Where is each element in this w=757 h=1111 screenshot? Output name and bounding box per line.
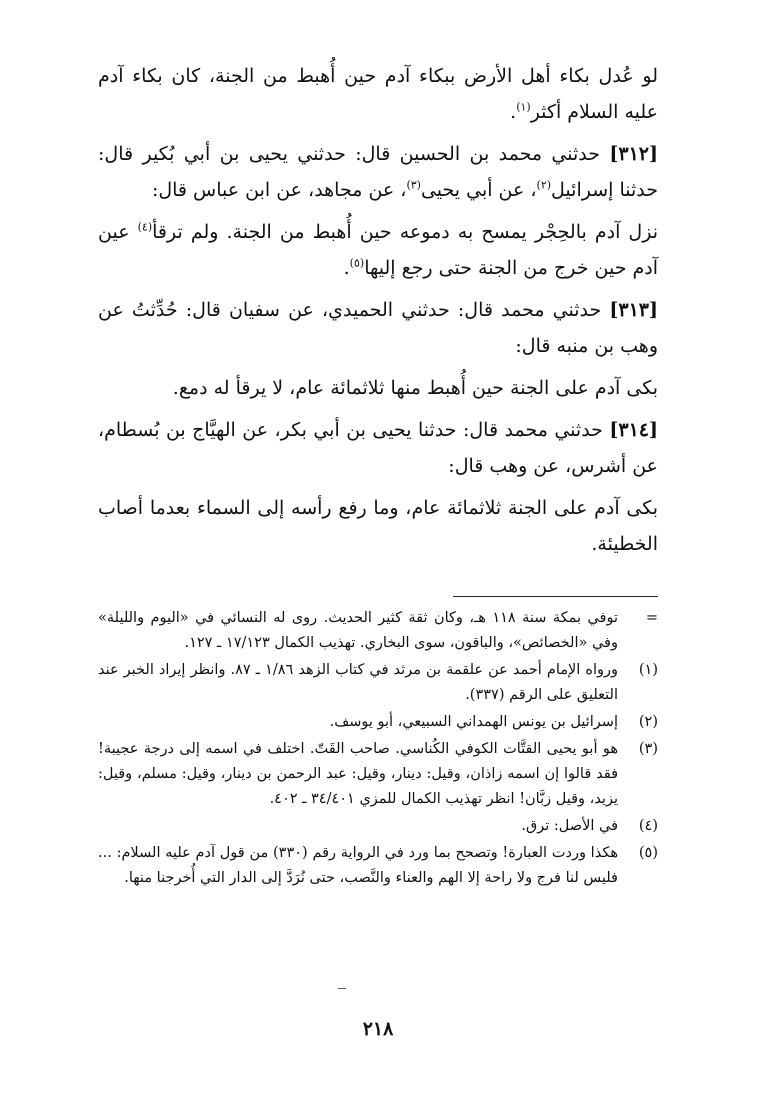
page-number: ٢١٨ <box>362 1018 394 1040</box>
footnote-mark: (٥) <box>638 845 658 861</box>
footnote-mark: (٢) <box>638 714 658 730</box>
footnote-item <box>98 658 658 708</box>
footnote-text: توفي بمكة سنة ١١٨ هـ، وكان ثقة كثير الحديث. روى له النسائي في «اليوم والليلة» وفي «الخصائص»، والباقون، سوى البخاري. تهذيب الكمال ١٧/١٢٣ ـ ١٢٧. <box>98 610 618 651</box>
footnote-text: إسرائيل بن يونس الهمداني السبيعي، أبو يوسف. <box>329 714 618 730</box>
footnotes <box>98 606 658 891</box>
footnote-text: هو أبو يحيى القتَّات الكوفي الكُناسي. صاحب القَتّ. اختلف في اسمه إلى درجة عجيبة! فقد قالوا إن اسمه زاذان، وقيل: دينار، وقيل: عبد الرحمن بن دينار، وقيل: مسلم، وقيل: يزيد، وقيل زبَّان! انظر تهذيب الكمال للمزي ٣٤/٤٠١ ـ ٤٠٢. <box>98 741 619 807</box>
paragraph-text: نزل آدم بالحِجْر يمسح به دموعه حين أُهبط من الجنة. ولم ترقأ <box>152 221 658 243</box>
footnote-ref: (١) <box>516 100 531 114</box>
footnote-text: في الأصل: ترق. <box>521 818 618 834</box>
narration-313 <box>98 292 658 364</box>
narration-text: ، عن أبي يحيى <box>420 179 537 201</box>
narration-text: حدثني محمد قال: حدثنا يحيى بن أبي بكر، عن الهيَّاج بن بُسطام، عن أشرس، عن وهب قال: <box>98 419 658 477</box>
footnote-ref: (٤) <box>137 220 153 234</box>
paragraph-tail: . <box>510 101 517 123</box>
paragraph-tail: . <box>343 257 350 279</box>
narration-number: [٣١٣] <box>609 299 658 321</box>
paragraph-text: عين آدم حين خرج من الجنة حتى رجع إليها <box>98 221 658 279</box>
paragraph-7 <box>98 490 658 562</box>
narration-text: ، عن مجاهد، عن ابن عباس قال: <box>151 179 407 201</box>
footnote-mark: (٣) <box>638 741 658 757</box>
footnote-mark: = <box>645 610 658 626</box>
paragraph-5 <box>98 370 658 406</box>
footnote-text: ورواه الإمام أحمد عن علقمة بن مرثد في كتاب الزهد ١/٨٦ ـ ٨٧. وانظر إيراد الخبر عند التعليق على الرقم (٣٣٧). <box>98 662 619 703</box>
ornament-dash <box>338 988 346 989</box>
footnote-item <box>98 710 658 735</box>
footnote-item <box>98 737 658 812</box>
paragraph-text: بكى آدم على الجنة ثلاثمائة عام، وما رفع رأسه إلى السماء بعدما أصاب الخطيئة. <box>98 497 658 555</box>
footnote-text: هكذا وردت العبارة! وتصحح بما ورد في الرواية رقم (٣٣٠) من قول آدم عليه السلام: ... فليس لنا فرج ولا راحة إلا الهم والعناء والنَّصب، حتى نُرَدَّ إلى الدار التي أُخرجنا منها. <box>98 845 618 886</box>
footnote-mark: (٤) <box>638 818 658 834</box>
narration-number: [٣١٢] <box>609 143 658 165</box>
narration-text: حدثني محمد بن الحسين قال: حدثني يحيى بن أبي بُكير قال: حدثنا إسرائيل <box>98 143 658 201</box>
narration-text: حدثني محمد قال: حدثني الحميدي، عن سفيان قال: حُدِّثتُ عن وهب بن منبه قال: <box>98 299 658 357</box>
footnote-item <box>98 841 658 891</box>
paragraph-text: لو عُدل بكاء أهل الأرض ببكاء آدم حين أُهبط من الجنة، كان بكاء آدم عليه السلام أكثر <box>98 65 658 123</box>
footnote-ref: (٣) <box>406 178 421 192</box>
narration-314 <box>98 412 658 484</box>
book-page <box>98 58 658 1058</box>
paragraph-3 <box>98 214 658 286</box>
narration-number: [٣١٤] <box>609 419 658 441</box>
paragraph-1 <box>98 58 658 130</box>
footnote-mark: (١) <box>638 662 658 678</box>
narration-312 <box>98 136 658 208</box>
paragraph-text: بكى آدم على الجنة حين أُهبط منها ثلاثمائة عام، لا يرقأ له دمع. <box>172 377 658 399</box>
footnote-item <box>98 814 658 839</box>
footnote-ref: (٥) <box>349 256 365 270</box>
footnote-item <box>98 606 658 656</box>
footnote-ref: (٢) <box>536 178 552 192</box>
footnote-divider <box>453 596 658 597</box>
